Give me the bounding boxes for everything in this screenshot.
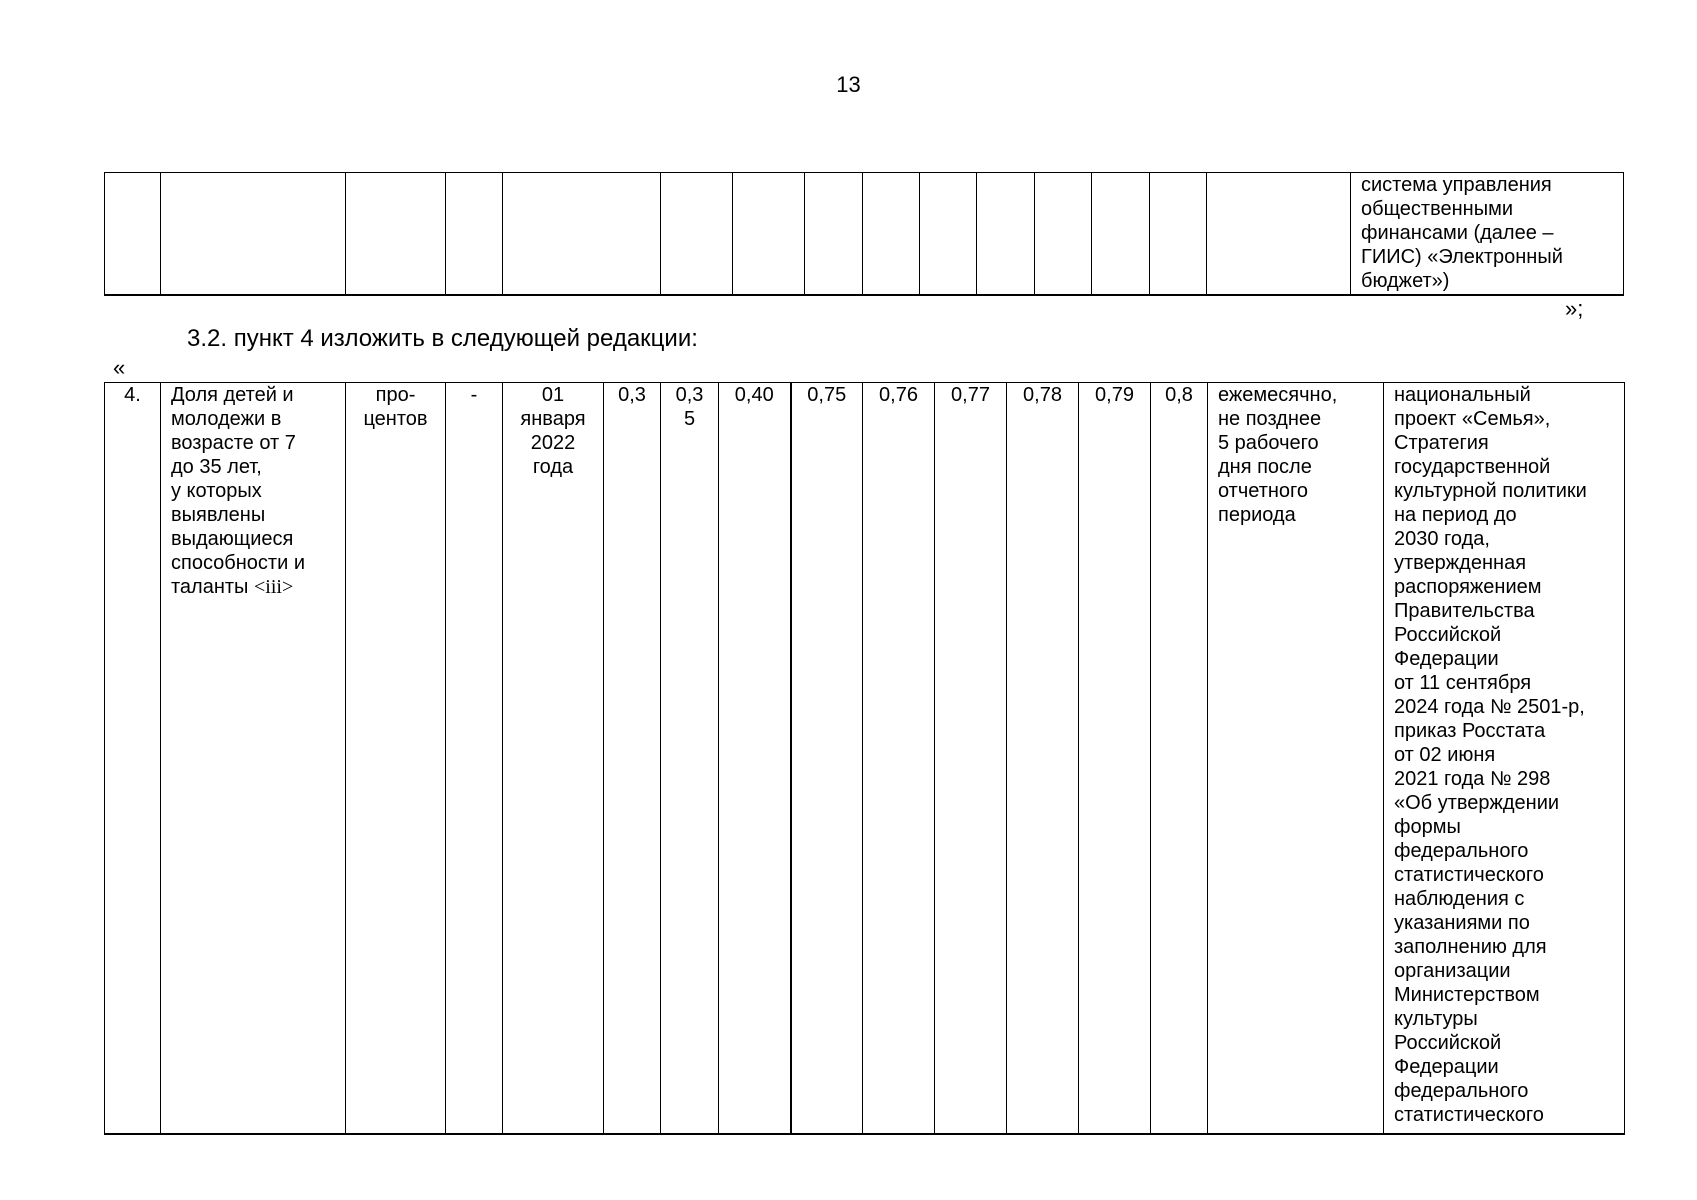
footnote-ref: <iii> (254, 576, 294, 598)
row-number: 4. (105, 383, 161, 1135)
table-cell (977, 173, 1035, 296)
table-cell (446, 173, 503, 296)
page-number: 13 (836, 72, 861, 97)
table-cell (920, 173, 977, 296)
value-cell: 0,79 (1079, 383, 1151, 1135)
value-cell: 0,78 (1007, 383, 1079, 1135)
table-cell (161, 173, 346, 296)
table-cell (1150, 173, 1207, 296)
source-cell: система управления общественными финансами (далее – ГИИС) «Электронный бюджет») (1351, 173, 1624, 296)
value-cell: 0,40 (719, 383, 791, 1135)
table-cell (733, 173, 805, 296)
opening-quote: « (113, 355, 126, 380)
table-cell (863, 173, 920, 296)
value-cell: 0,77 (935, 383, 1007, 1135)
table-item-4 (104, 382, 1625, 1135)
value-cell: 0,76 (863, 383, 935, 1135)
table-cell (1092, 173, 1150, 296)
indicator-name (161, 383, 346, 1135)
table-row (105, 173, 1624, 296)
closing-quote: »; (1565, 296, 1584, 321)
indicator-name-text: Доля детей и молодежи в возрасте от 7 до 35 лет, у которых выявлены выдающиеся способности и таланты (171, 384, 305, 598)
unit-cell: про- центов (346, 383, 446, 1135)
value-cell: 0,3 (604, 383, 661, 1135)
table-cell (1035, 173, 1092, 296)
table-cell (661, 173, 733, 296)
value-cell: 0,8 (1151, 383, 1208, 1135)
table-continuation (104, 172, 1624, 296)
instruction-text: 3.2. пункт 4 изложить в следующей редакции: (187, 325, 698, 352)
value-cell: 0,75 (791, 383, 863, 1135)
table-cell (503, 173, 661, 296)
periodicity-cell: ежемесячно, не позднее 5 рабочего дня после отчетного периода (1208, 383, 1384, 1135)
table-row (105, 383, 1625, 1135)
base-date-cell: 01 января 2022 года (503, 383, 604, 1135)
dash-cell: - (446, 383, 503, 1135)
value-cell: 0,3 5 (661, 383, 719, 1135)
table-cell (805, 173, 863, 296)
table-cell (105, 173, 161, 296)
source-cell: национальный проект «Семья», Стратегия государственной культурной политики на период до 2030 года, утвержденная распоряжением Правительства Российской Федерации от 11 сентября 2024 года № 2501-р, приказ Росстата от 02 июня 2021 года № 298 «Об утверждении формы федерального статистического наблюдения с указаниями по заполнению для организации Министерством культуры Российской Федерации федерального статистического (1384, 383, 1625, 1135)
table-cell (346, 173, 446, 296)
table-cell (1207, 173, 1351, 296)
